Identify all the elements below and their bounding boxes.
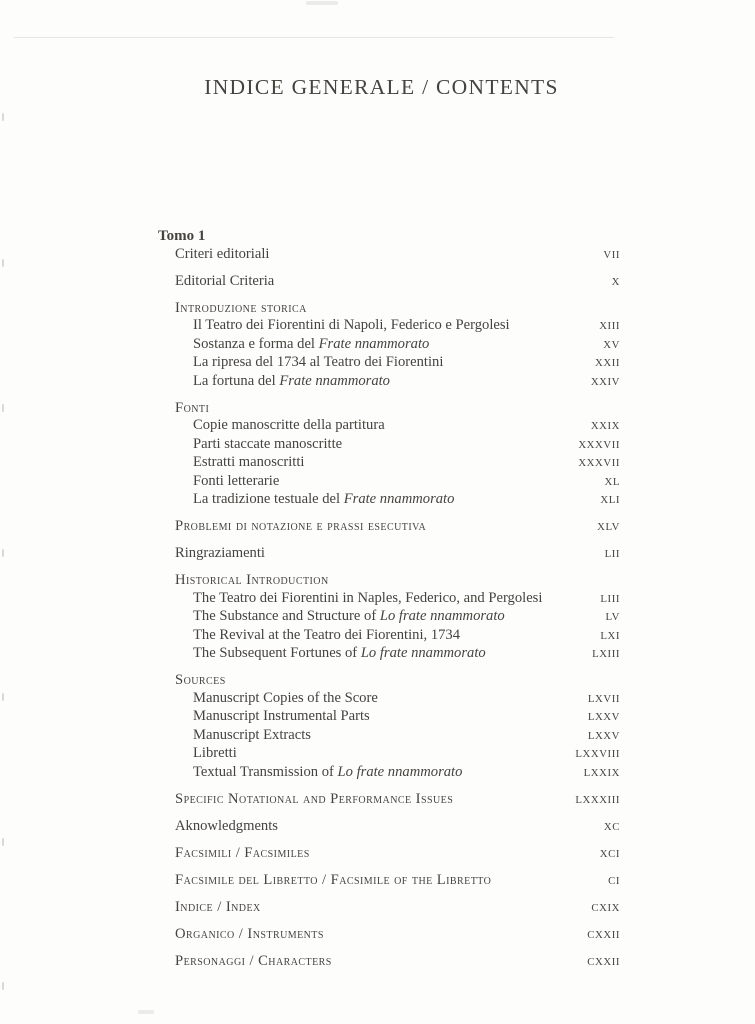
toc-entry (158, 745, 620, 764)
toc-entry (158, 953, 620, 972)
toc-entry-label (193, 745, 237, 763)
scan-artifact (2, 982, 4, 990)
toc-entry-label (193, 336, 429, 354)
toc-entry (158, 400, 620, 418)
toc-page-number: XIII (599, 320, 620, 332)
toc-page-number: XC (603, 820, 620, 833)
toc-page-number: CXIX (591, 901, 620, 914)
toc-entry (158, 672, 620, 690)
toc-entry-label (193, 690, 378, 708)
toc-list (158, 228, 620, 971)
page-title: INDICE GENERALE / CONTENTS (204, 75, 559, 100)
toc-entry (158, 764, 620, 783)
toc-page-number: LXVII (587, 692, 620, 705)
toc-entry-label-text: Organico / Instruments (175, 925, 324, 942)
toc-page-number: XLI (600, 494, 620, 506)
toc-entry-label-text: Sostanza e forma del (193, 335, 319, 352)
toc-page-number: LV (605, 611, 620, 623)
toc-entry-label-text: La fortuna del (193, 372, 280, 389)
toc-entry (158, 608, 620, 627)
toc-page-number: XV (603, 338, 620, 351)
toc-entry (158, 818, 620, 837)
toc-entry-label-text: Historical Introduction (175, 572, 329, 588)
toc-entry-label (158, 228, 205, 246)
toc-entry (158, 690, 620, 709)
toc-entry (158, 627, 620, 646)
toc-entry-label (175, 572, 329, 590)
toc-entry-label-text: Manuscript Extracts (193, 726, 311, 743)
toc-entry-label (175, 845, 310, 863)
toc-entry (158, 354, 620, 373)
toc-entry (158, 545, 620, 564)
toc-entry-label-text: Facsimile del Libretto / Facsimile of the Libretto (175, 871, 492, 888)
scan-artifact (2, 693, 4, 701)
toc-entry (158, 473, 620, 492)
toc-entry-label (175, 300, 307, 318)
toc-entry (158, 491, 620, 510)
toc-entry-label (175, 899, 261, 917)
toc-entry-label (193, 645, 486, 663)
toc-entry-label (193, 473, 279, 491)
toc-entry-label-text: Manuscript Instrumental Parts (193, 708, 370, 724)
toc-entry-label-text: Parti staccate manoscritte (193, 435, 343, 452)
toc-page-number: XCI (599, 847, 620, 860)
toc-entry-label (175, 953, 332, 971)
toc-page-number: LIII (600, 592, 620, 605)
toc-page-number: CXXII (587, 955, 620, 968)
toc-entry (158, 336, 620, 355)
toc-entry-label (175, 273, 274, 291)
toc-entry (158, 454, 620, 473)
toc-entry-label-text: Estratti manoscritti (193, 454, 305, 470)
toc-entry-label-text: Problemi di notazione e prassi esecutiva (175, 518, 427, 534)
toc-entry-label-italic: Lo frate nnammorato (379, 608, 505, 624)
scan-artifact (2, 549, 4, 557)
toc-entry (158, 246, 620, 265)
toc-entry-label (175, 545, 265, 563)
toc-entry (158, 300, 620, 318)
toc-entry (158, 845, 620, 864)
toc-entry-label (193, 436, 342, 454)
toc-entry-label-text: Criteri editoriali (175, 245, 270, 262)
toc-entry-label (175, 672, 226, 690)
toc-entry-label-text: La tradizione testuale del (193, 491, 344, 507)
toc-entry-label-text: Copie manoscritte della partitura (193, 417, 385, 433)
toc-page-number: XXIV (590, 375, 620, 388)
toc-entry-label-text: Libretti (193, 745, 237, 761)
toc-entry-label-text: Il Teatro dei Fiorentini di Napoli, Federico e Pergolesi (193, 317, 510, 333)
toc-entry-label-text: Sources (175, 672, 226, 688)
scan-artifact (306, 1, 338, 5)
toc-entry-label-text: Personaggi / Characters (175, 952, 332, 969)
toc-entry-label (175, 926, 324, 944)
toc-entry-label (193, 417, 385, 435)
toc-entry (158, 645, 620, 664)
toc-entry-label-text: Ringraziamenti (175, 545, 265, 561)
scan-artifact (2, 259, 4, 267)
toc-entry (158, 899, 620, 918)
toc-entry-label-text: La ripresa del 1734 al Teatro dei Fiorentini (193, 354, 444, 370)
toc-entry-label (175, 246, 269, 264)
toc-entry-label (175, 400, 209, 418)
toc-entry (158, 228, 620, 246)
toc-entry-label-text: The Substance and Structure of (193, 608, 380, 624)
toc-entry (158, 926, 620, 945)
toc-entry-label-italic: Frate nnammorato (343, 491, 455, 507)
toc-entry-label-text: Editorial Criteria (175, 272, 275, 289)
toc-page-number: LXI (600, 629, 620, 642)
toc-page-number: LXXVIII (575, 748, 620, 760)
toc-entry (158, 317, 620, 336)
toc-entry-label-text: Fonti (175, 399, 210, 416)
toc-page-number: XXXVII (578, 438, 620, 451)
toc-entry (158, 872, 620, 891)
toc-page-number: LXXV (587, 711, 620, 723)
toc-entry-label (193, 590, 542, 608)
toc-entry (158, 727, 620, 746)
scan-artifact (2, 113, 4, 121)
toc-entry (158, 373, 620, 392)
toc-entry-label-text: The Teatro dei Fiorentini in Naples, Federico, and Pergolesi (193, 589, 543, 606)
toc-entry-label-italic: Frate nnammorato (318, 335, 430, 352)
toc-entry-label-text: The Revival at the Teatro dei Fiorentini, 1734 (193, 626, 461, 643)
toc-entry (158, 572, 620, 590)
toc-entry (158, 417, 620, 436)
scan-artifact (138, 1010, 154, 1014)
toc-page-number: LXXV (587, 729, 620, 742)
toc-entry-label-text: Specific Notational and Performance Issues (175, 790, 454, 807)
toc-page-number: VII (603, 248, 620, 261)
toc-entry (158, 791, 620, 810)
toc-entry-label-text: Aknowledgments (175, 817, 278, 834)
toc-entry (158, 708, 620, 727)
toc-entry-label-text: Manuscript Copies of the Score (193, 689, 378, 706)
toc-entry-label (193, 491, 454, 509)
scan-artifact (14, 37, 614, 38)
toc-entry-label (193, 708, 370, 726)
toc-page-number: XXII (595, 357, 620, 369)
toc-entry-label (175, 791, 453, 809)
toc-entry-label (193, 764, 462, 782)
toc-entry-label (193, 317, 510, 335)
toc-page-number: X (611, 275, 620, 288)
toc-entry-label (193, 608, 505, 626)
toc-entry-label (193, 373, 390, 391)
toc-entry-label-text: Fonti letterarie (193, 472, 280, 489)
toc-entry-label-text: Indice / Index (175, 898, 261, 915)
toc-entry-label (193, 727, 311, 745)
scan-artifact (2, 404, 4, 412)
toc-page-number: LXIII (592, 648, 620, 660)
toc-entry-label (193, 454, 304, 472)
toc-page-number: XXXVII (578, 457, 620, 469)
toc-page-number: XXIX (590, 420, 620, 432)
toc-entry-label-text: Introduzione storica (175, 299, 307, 316)
toc-page-number: XLV (597, 521, 620, 533)
toc-entry-label-text: Tomo 1 (158, 228, 206, 244)
toc-entry-label (175, 872, 491, 890)
toc-entry-label (175, 818, 278, 836)
toc-page-number: CI (608, 874, 620, 887)
toc-page-number: LXXXIII (575, 793, 620, 806)
scan-artifact (2, 838, 4, 846)
toc-entry-label (193, 354, 443, 372)
toc-entry (158, 436, 620, 455)
toc-entry-label-text: Textual Transmission of (193, 763, 338, 780)
toc-entry-label-italic: Frate nnammorato (279, 372, 390, 389)
toc-entry-label (193, 627, 460, 645)
toc-entry-label-italic: Lo frate nnammorato (337, 763, 463, 780)
toc-page-number: XL (604, 475, 620, 488)
toc-entry-label-text: Facsimili / Facsimiles (175, 844, 310, 861)
toc-entry-label-italic: Lo frate nnammorato (360, 645, 486, 661)
toc-page-number: CXXII (587, 928, 620, 941)
toc-page-number: LXXIX (583, 766, 620, 779)
toc-entry (158, 273, 620, 292)
toc-entry-label-text: The Subsequent Fortunes of (193, 645, 361, 661)
toc-page-number: LII (604, 548, 620, 560)
toc-entry-label (175, 518, 426, 536)
toc-entry (158, 518, 620, 537)
toc-entry (158, 590, 620, 609)
